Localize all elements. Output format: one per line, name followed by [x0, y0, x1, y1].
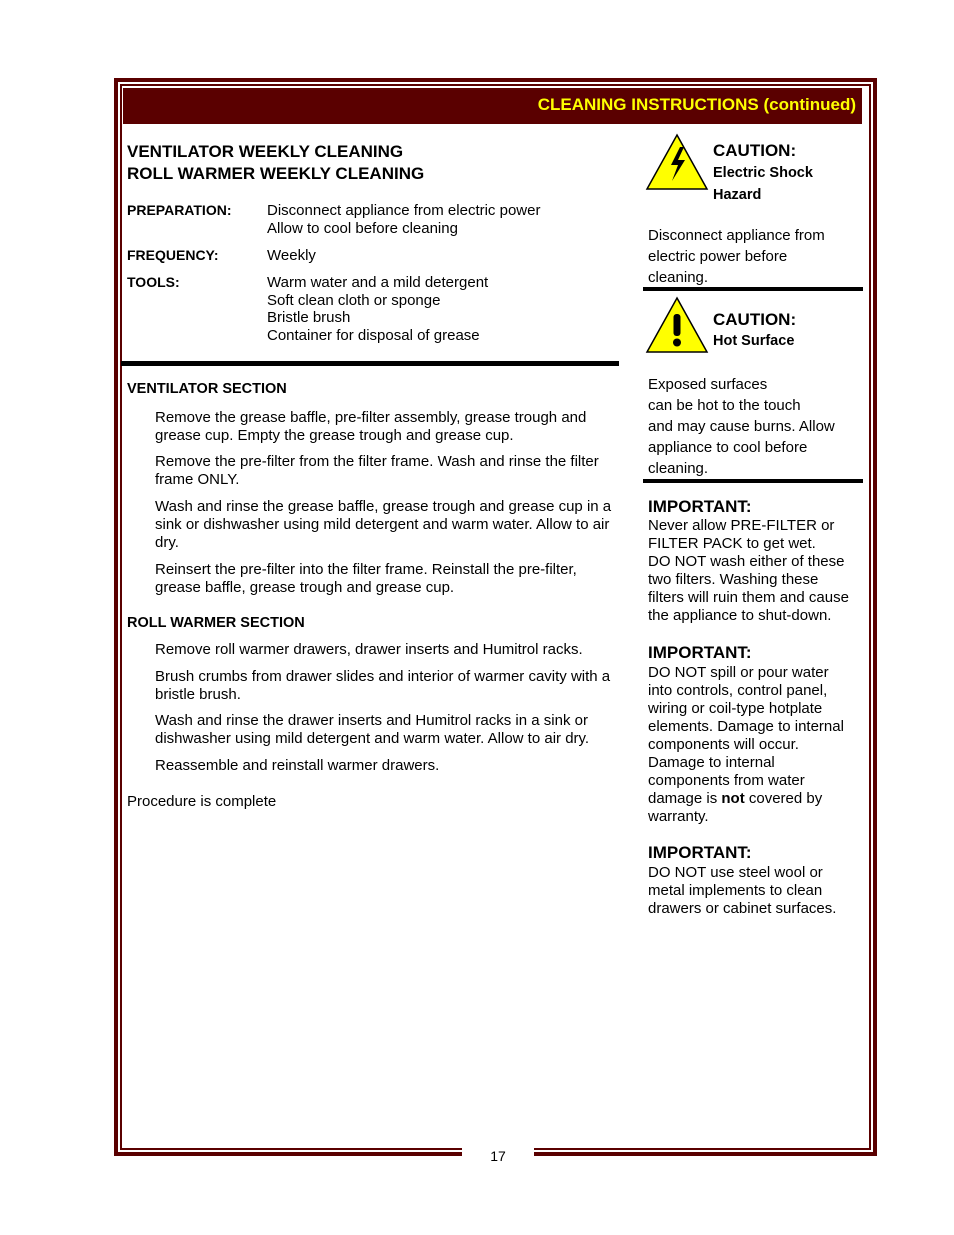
- preparation-line: Disconnect appliance from electric power: [267, 202, 541, 219]
- caution-subtitle-line: Hazard: [713, 187, 762, 203]
- caution-text-line: appliance to cool before: [648, 439, 808, 456]
- important-line: two filters. Washing these: [648, 571, 819, 588]
- caution-hot-text: [648, 374, 860, 479]
- important-line: FILTER PACK to get wet.: [648, 535, 816, 552]
- tools-value: [267, 274, 488, 344]
- title-line-1: VENTILATOR WEEKLY CLEANING: [127, 142, 404, 161]
- page-title: [127, 141, 424, 185]
- preparation-line: Allow to cool before cleaning: [267, 219, 458, 237]
- roll-warmer-section-heading: ROLL WARMER SECTION: [127, 615, 305, 631]
- page-number: 17: [490, 1148, 506, 1164]
- important-text: [648, 664, 863, 826]
- tools-line: Container for disposal of grease: [267, 326, 480, 344]
- caution-text-line: and may cause burns. Allow: [648, 418, 835, 435]
- preparation-label: PREPARATION:: [127, 202, 232, 218]
- important-line: metal implements to clean: [648, 882, 823, 899]
- tools-line: Soft clean cloth or sponge: [267, 291, 441, 309]
- preparation-value: [267, 202, 540, 237]
- caution-title: CAUTION:: [713, 141, 797, 160]
- important-fragment: damage is: [648, 790, 722, 807]
- caution-text-line: electric power before: [648, 248, 788, 265]
- important-line: [648, 790, 863, 808]
- side-divider: [643, 479, 863, 483]
- tools-label: TOOLS:: [127, 274, 180, 290]
- exclamation-icon: [645, 296, 709, 354]
- caution-title: CAUTION:: [713, 310, 797, 329]
- section-divider: [121, 361, 619, 366]
- important-line: Damage to internal: [648, 754, 775, 771]
- header-bar: [123, 88, 862, 124]
- important-title: IMPORTANT:: [648, 497, 752, 516]
- roll-warmer-step: Reassemble and reinstall warmer drawers.: [155, 757, 440, 774]
- ventilator-step: Remove the grease baffle, pre-filter assembly, grease trough and grease cup. Empty the grease trough and grease cup.: [155, 409, 587, 444]
- caution-subtitle-line: Electric Shock: [713, 165, 813, 181]
- roll-warmer-step: Remove roll warmer drawers, drawer inserts and Humitrol racks.: [155, 641, 583, 658]
- important-line: into controls, control panel,: [648, 682, 828, 699]
- important-line: elements. Damage to internal: [648, 718, 844, 735]
- important-line: drawers or cabinet surfaces.: [648, 900, 837, 917]
- roll-warmer-step: Brush crumbs from drawer slides and interior of warmer cavity with a bristle brush.: [155, 668, 611, 703]
- ventilator-section-heading: VENTILATOR SECTION: [127, 381, 287, 397]
- caution-text-line: Disconnect appliance from: [648, 227, 825, 244]
- caution-text-line: cleaning.: [648, 269, 709, 286]
- caution-text-line: Exposed surfaces: [648, 376, 768, 393]
- ventilator-step: Wash and rinse the grease baffle, grease trough and grease cup in a sink or dishwasher using mild detergent and warm water. Allow to air dry.: [155, 498, 612, 551]
- title-line-2: ROLL WARMER WEEKLY CLEANING: [127, 164, 425, 183]
- caution-subtitle: [713, 162, 853, 206]
- important-bold-word: not: [721, 790, 745, 807]
- important-text: [648, 864, 863, 918]
- frequency-label: FREQUENCY:: [127, 247, 219, 263]
- important-line: DO NOT use steel wool or: [648, 864, 823, 881]
- caution-electric-text: [648, 225, 860, 288]
- frequency-value: Weekly: [267, 247, 316, 264]
- header-title: CLEANING INSTRUCTIONS (continued): [537, 95, 856, 114]
- important-line: the appliance to shut-down.: [648, 607, 832, 624]
- important-text: [648, 517, 863, 625]
- electric-shock-icon: [645, 133, 709, 191]
- important-line: components will occur.: [648, 736, 799, 753]
- side-divider: [643, 287, 863, 291]
- important-line: filters will ruin them and cause: [648, 589, 849, 606]
- caution-subtitle: Hot Surface: [713, 333, 795, 349]
- important-line: DO NOT spill or pour water: [648, 664, 829, 681]
- important-title: IMPORTANT:: [648, 843, 752, 862]
- caution-text-line: can be hot to the touch: [648, 397, 801, 414]
- tools-line: Bristle brush: [267, 309, 351, 326]
- caution-text-line: cleaning.: [648, 460, 709, 477]
- ventilator-step: Remove the pre-filter from the filter frame. Wash and rinse the filter frame ONLY.: [155, 453, 599, 488]
- important-fragment: covered by: [744, 790, 823, 807]
- ventilator-step: Reinsert the pre-filter into the filter frame. Reinstall the pre-filter, grease baffle, grease trough and grease cup.: [155, 561, 577, 596]
- important-line: components from water: [648, 772, 805, 789]
- tools-line: Warm water and a mild detergent: [267, 274, 489, 291]
- important-title: IMPORTANT:: [648, 643, 752, 662]
- important-line: wiring or coil-type hotplate: [648, 700, 823, 717]
- important-line: DO NOT wash either of these: [648, 553, 845, 570]
- roll-warmer-step: Wash and rinse the drawer inserts and Humitrol racks in a sink or dishwasher using mild detergent and warm water. Allow to air dry.: [155, 712, 590, 747]
- important-line: warranty.: [648, 808, 709, 825]
- procedure-complete: Procedure is complete: [127, 793, 277, 810]
- important-line: Never allow PRE-FILTER or: [648, 517, 835, 534]
